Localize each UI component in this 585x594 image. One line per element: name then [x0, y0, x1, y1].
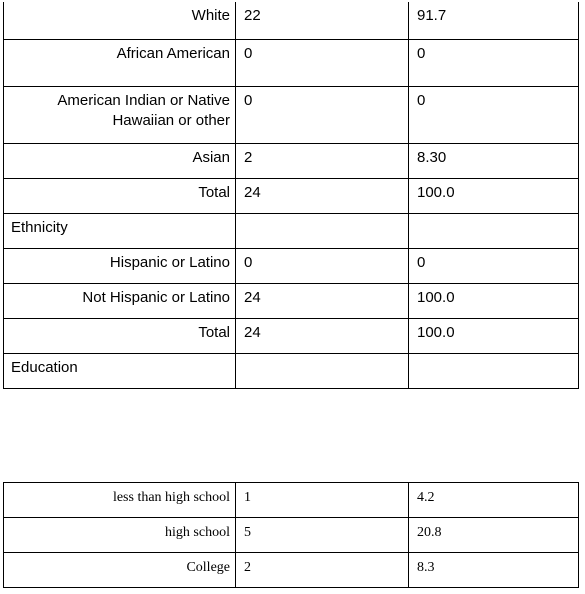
- row-label-text: Not Hispanic or Latino: [82, 288, 230, 306]
- percent-cell-text: 91.7: [417, 7, 447, 24]
- demographics-table: [3, 2, 579, 389]
- count-cell: [236, 248, 409, 283]
- count-cell: [236, 553, 409, 588]
- count-cell: [236, 2, 409, 39]
- percent-cell: [409, 178, 579, 213]
- row-label-text: Total: [198, 183, 230, 201]
- table-row: [4, 318, 579, 353]
- count-cell: [236, 143, 409, 178]
- percent-cell-text: 20.8: [417, 525, 442, 540]
- table-row: [4, 39, 579, 86]
- percent-cell: [409, 353, 579, 388]
- percent-cell: [409, 39, 579, 86]
- row-label: [4, 178, 236, 213]
- table-row: [4, 86, 579, 143]
- row-label-text: less than high school: [112, 490, 230, 505]
- row-label: [4, 86, 236, 143]
- count-cell: [236, 353, 409, 388]
- table-row: [4, 178, 579, 213]
- percent-cell: [409, 283, 579, 318]
- row-label-text: Asian: [192, 148, 230, 166]
- count-cell-text: 24: [244, 288, 261, 306]
- row-label-text: Total: [198, 323, 230, 341]
- percent-cell-text: 4.2: [417, 490, 435, 505]
- table-row: [4, 2, 579, 39]
- row-label: [4, 39, 236, 86]
- education-table: [3, 482, 579, 588]
- percent-cell: [409, 553, 579, 588]
- count-cell-text: [236, 214, 408, 218]
- row-label: [4, 318, 236, 353]
- percent-cell: [409, 2, 579, 39]
- row-label-text: Hispanic or Latino: [109, 253, 230, 271]
- percent-cell: [409, 318, 579, 353]
- table-row: [4, 283, 579, 318]
- table-row: [4, 553, 579, 588]
- count-cell: [236, 283, 409, 318]
- count-cell: [236, 483, 409, 518]
- row-label-text: Ethnicity: [11, 218, 68, 236]
- percent-cell-text: 100.0: [417, 323, 455, 341]
- count-cell-text: 24: [244, 183, 261, 201]
- percent-cell: [409, 213, 579, 248]
- count-cell-text: 24: [244, 323, 261, 341]
- percent-cell-text: 100.0: [417, 288, 455, 306]
- table-row: [4, 483, 579, 518]
- percent-cell-text: 0: [417, 91, 426, 109]
- table-row: [4, 518, 579, 553]
- table-row: [4, 248, 579, 283]
- count-cell: [236, 39, 409, 86]
- count-cell: [236, 213, 409, 248]
- count-cell-text: 0: [244, 44, 253, 62]
- row-label-text: American Indian or Native Hawaiian or other: [57, 91, 230, 129]
- count-cell-text: 22: [244, 7, 261, 24]
- row-label: [4, 213, 236, 248]
- row-label: [4, 518, 236, 553]
- percent-cell-text: 8.3: [417, 560, 435, 575]
- table-row: [4, 353, 579, 388]
- table-row: [4, 143, 579, 178]
- row-label: [4, 353, 236, 388]
- percent-cell-text: 100.0: [417, 183, 455, 201]
- count-cell: [236, 518, 409, 553]
- count-cell-text: 0: [244, 253, 253, 271]
- row-label: [4, 248, 236, 283]
- count-cell-text: 0: [244, 91, 253, 109]
- count-cell-text: [236, 354, 408, 358]
- percent-cell: [409, 483, 579, 518]
- education-table-body: [4, 483, 579, 588]
- count-cell: [236, 86, 409, 143]
- row-label: [4, 143, 236, 178]
- count-cell: [236, 318, 409, 353]
- row-label: [4, 553, 236, 588]
- percent-cell-text: 8.30: [417, 148, 447, 166]
- percent-cell-text: [409, 354, 578, 358]
- percent-cell-text: [409, 214, 578, 218]
- percent-cell-text: 0: [417, 253, 426, 271]
- row-label: [4, 283, 236, 318]
- count-cell-text: 1: [244, 490, 251, 505]
- row-label-text: high school: [165, 525, 230, 540]
- count-cell-text: 2: [244, 560, 251, 575]
- percent-cell: [409, 518, 579, 553]
- table-row: [4, 213, 579, 248]
- row-label-text: Education: [11, 358, 78, 376]
- row-label-text: College: [186, 560, 230, 575]
- percent-cell: [409, 86, 579, 143]
- count-cell-text: 5: [244, 525, 251, 540]
- percent-cell: [409, 248, 579, 283]
- count-cell: [236, 178, 409, 213]
- count-cell-text: 2: [244, 148, 253, 166]
- row-label: [4, 2, 236, 39]
- row-label-text: White: [191, 7, 230, 24]
- demographics-table-body: [4, 2, 579, 388]
- percent-cell-text: 0: [417, 44, 426, 62]
- percent-cell: [409, 143, 579, 178]
- row-label-text: African American: [116, 44, 230, 62]
- row-label: [4, 483, 236, 518]
